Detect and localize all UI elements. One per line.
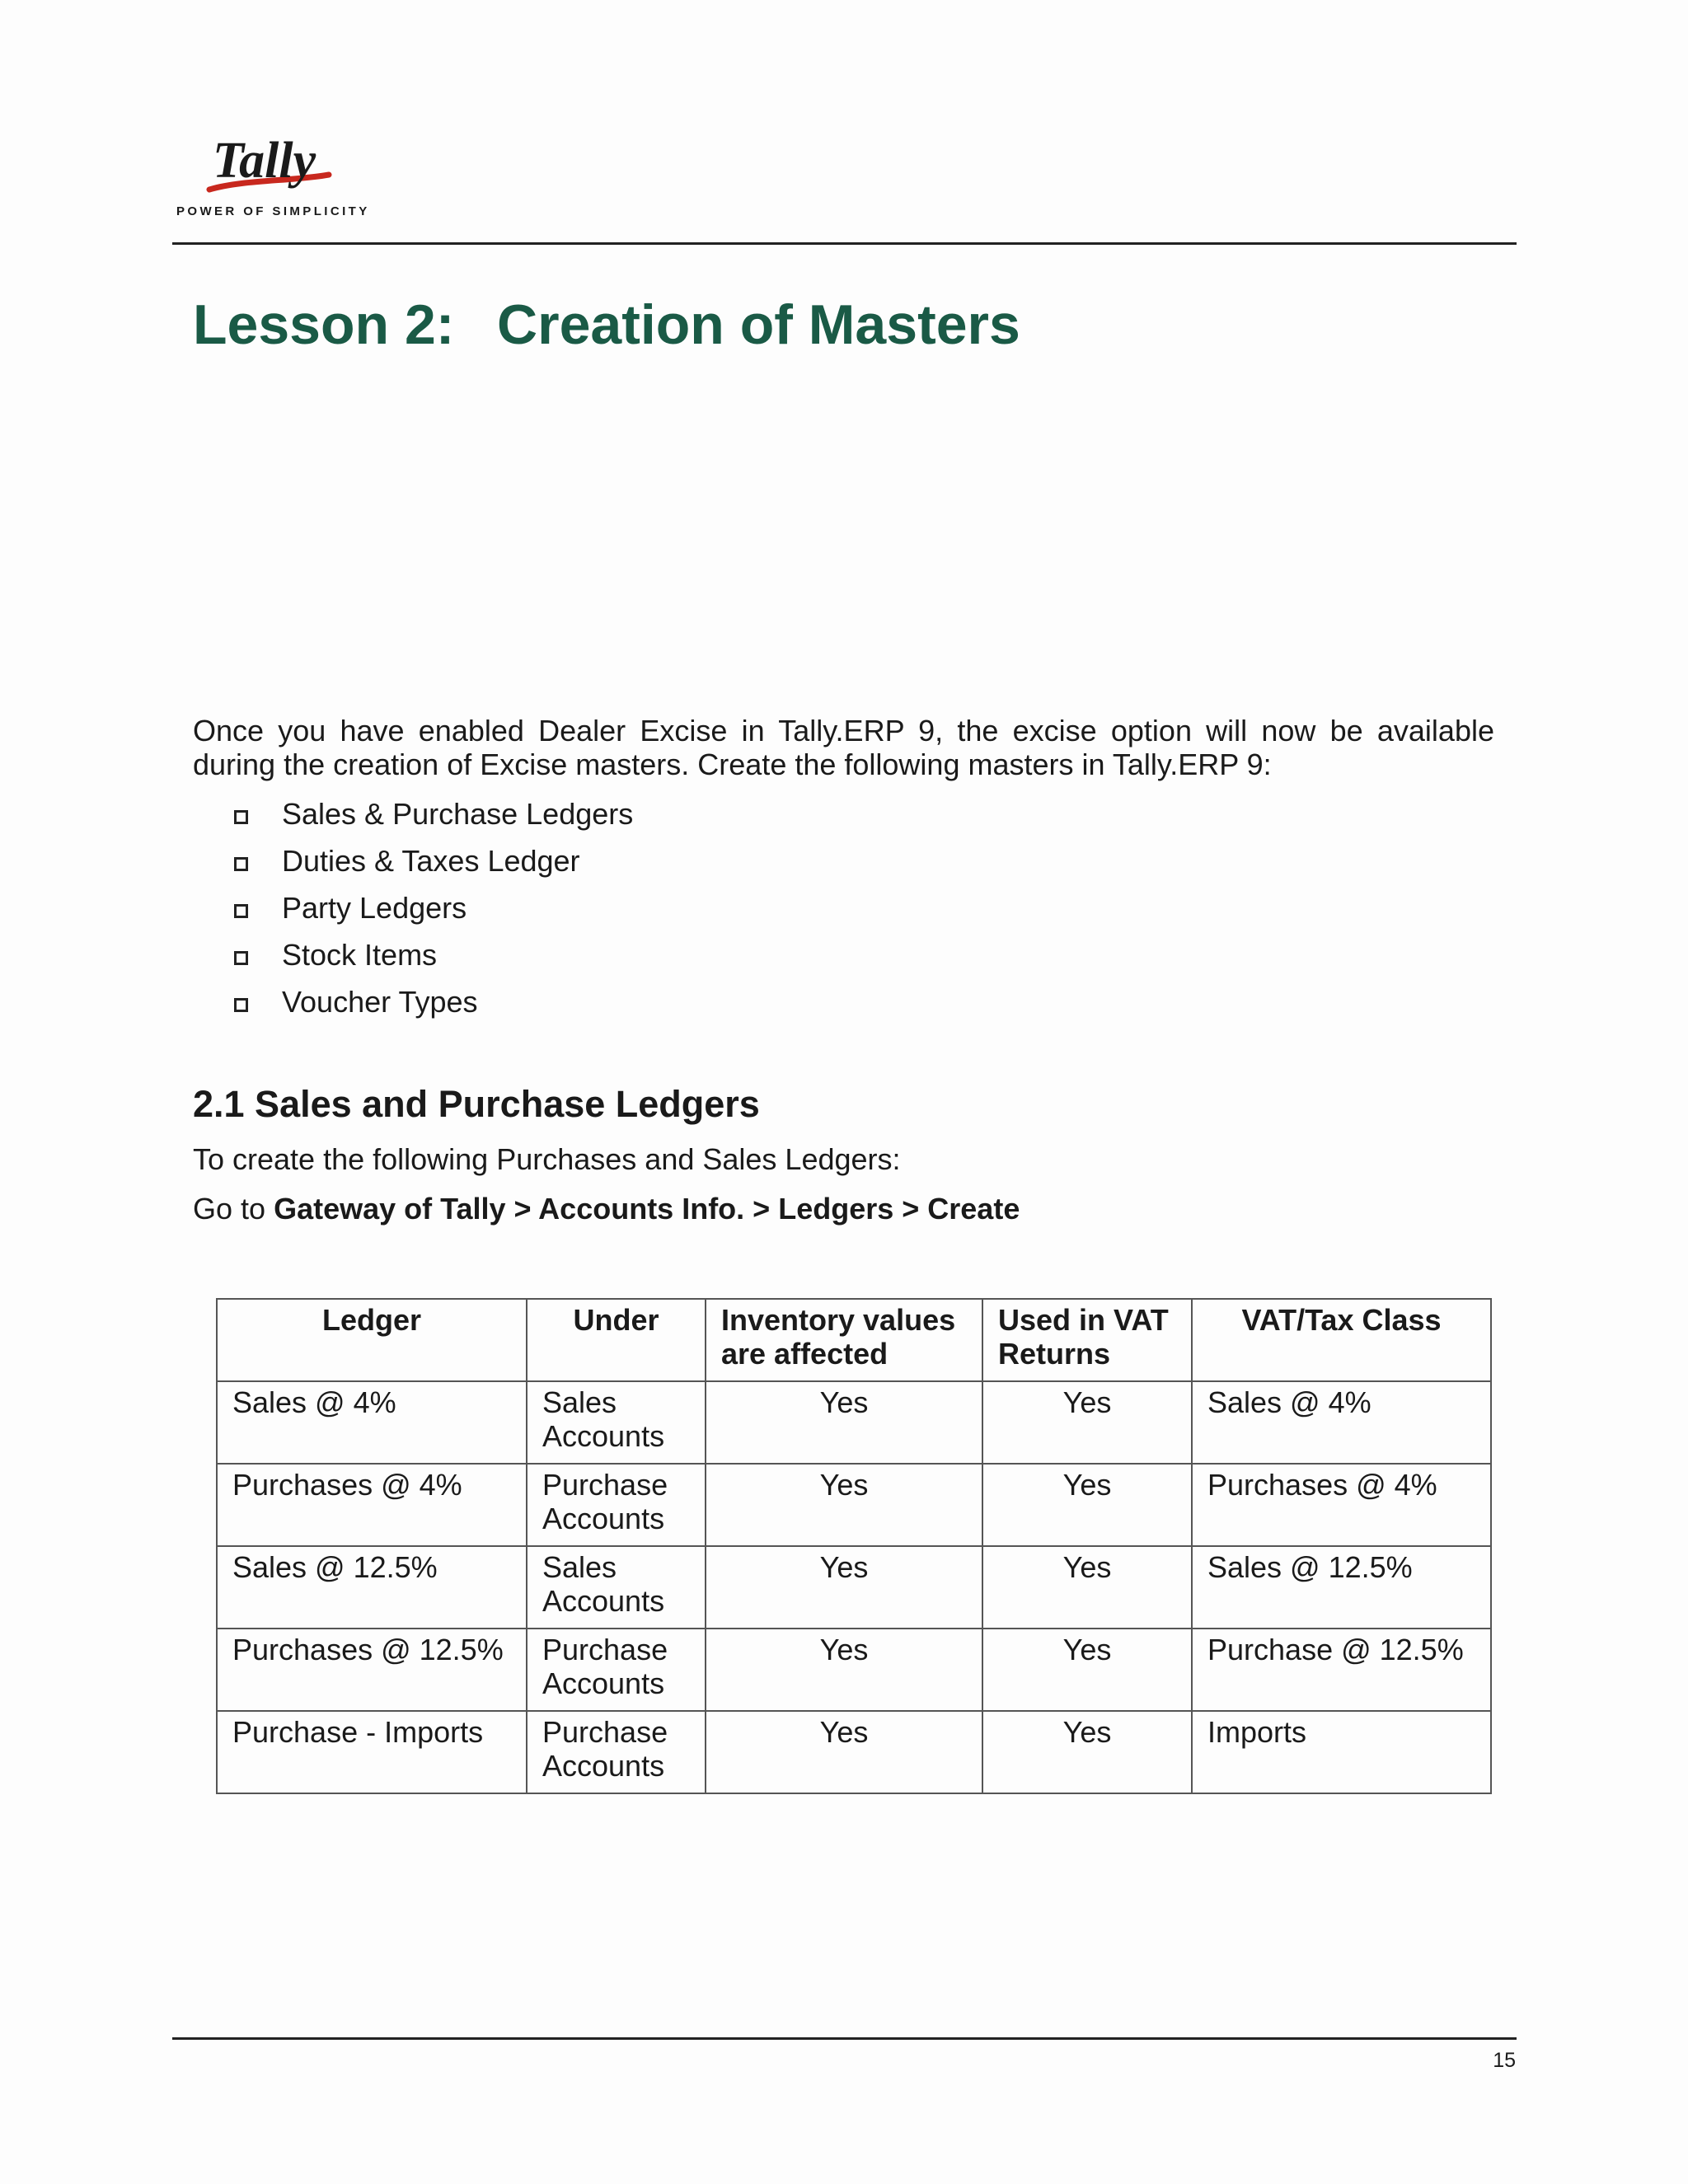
footer-rule [172, 2037, 1517, 2040]
cell-vat-class: Sales @ 4% [1192, 1381, 1491, 1464]
cell-ledger: Purchase - Imports [217, 1711, 527, 1793]
column-header-inventory: Inventory values are affected [706, 1299, 982, 1381]
navigation-path: Go to Gateway of Tally > Accounts Info. > Ledgers > Create [193, 1192, 1020, 1226]
table-row [217, 1464, 1491, 1546]
section-instruction: To create the following Purchases and Sales Ledgers: [193, 1142, 901, 1176]
lesson-number: Lesson 2: [193, 293, 455, 356]
ledger-table [216, 1298, 1492, 1794]
logo-tagline: POWER OF SIMPLICITY [176, 204, 370, 218]
cell-vat-returns: Yes [982, 1546, 1192, 1629]
list-item: Duties & Taxes Ledger [193, 842, 633, 889]
lesson-name: Creation of Masters [497, 293, 1020, 356]
table-header-row [217, 1299, 1491, 1381]
column-header-ledger: Ledger [217, 1299, 527, 1381]
square-bullet-icon [234, 810, 248, 824]
gateway-path: Gateway of Tally > Accounts Info. > Ledgers > Create [274, 1192, 1020, 1226]
cell-under: Purchase Accounts [527, 1464, 706, 1546]
square-bullet-icon [234, 998, 248, 1012]
cell-vat-class: Sales @ 12.5% [1192, 1546, 1491, 1629]
header-rule [172, 242, 1517, 245]
table-row [217, 1629, 1491, 1711]
list-item: Stock Items [193, 936, 633, 983]
cell-vat-returns: Yes [982, 1629, 1192, 1711]
cell-vat-class: Imports [1192, 1711, 1491, 1793]
page-number: 15 [1493, 2049, 1516, 2072]
column-header-under: Under [527, 1299, 706, 1381]
table-row [217, 1546, 1491, 1629]
lesson-title [193, 293, 1020, 357]
cell-ledger: Sales @ 12.5% [217, 1546, 527, 1629]
cell-inventory: Yes [706, 1711, 982, 1793]
list-item: Sales & Purchase Ledgers [193, 795, 633, 842]
cell-inventory: Yes [706, 1464, 982, 1546]
cell-vat-returns: Yes [982, 1711, 1192, 1793]
cell-ledger: Sales @ 4% [217, 1381, 527, 1464]
table-row [217, 1711, 1491, 1793]
cell-inventory: Yes [706, 1629, 982, 1711]
cell-under: Purchase Accounts [527, 1629, 706, 1711]
tally-logo-mark [176, 132, 366, 202]
cell-ledger: Purchases @ 4% [217, 1464, 527, 1546]
cell-vat-class: Purchases @ 4% [1192, 1464, 1491, 1546]
list-item: Party Ledgers [193, 889, 633, 936]
section-heading: 2.1 Sales and Purchase Ledgers [193, 1083, 760, 1125]
cell-ledger: Purchases @ 12.5% [217, 1629, 527, 1711]
tally-logo [176, 132, 370, 223]
cell-under: Purchase Accounts [527, 1711, 706, 1793]
cell-inventory: Yes [706, 1546, 982, 1629]
square-bullet-icon [234, 904, 248, 918]
table-row [217, 1381, 1491, 1464]
cell-under: Sales Accounts [527, 1381, 706, 1464]
intro-paragraph: Once you have enabled Dealer Excise in Tally.ERP 9, the excise option will now be available during the creation of Excise masters. Create the following masters in Tally.ERP 9: [193, 714, 1494, 781]
cell-vat-returns: Yes [982, 1464, 1192, 1546]
column-header-vat-class: VAT/Tax Class [1192, 1299, 1491, 1381]
cell-vat-returns: Yes [982, 1381, 1192, 1464]
cell-vat-class: Purchase @ 12.5% [1192, 1629, 1491, 1711]
logo-wordmark: Tally [213, 133, 316, 189]
masters-list [193, 795, 633, 1030]
cell-under: Sales Accounts [527, 1546, 706, 1629]
square-bullet-icon [234, 951, 248, 965]
cell-inventory: Yes [706, 1381, 982, 1464]
list-item: Voucher Types [193, 983, 633, 1030]
column-header-vat-returns: Used in VAT Returns [982, 1299, 1192, 1381]
square-bullet-icon [234, 857, 248, 871]
